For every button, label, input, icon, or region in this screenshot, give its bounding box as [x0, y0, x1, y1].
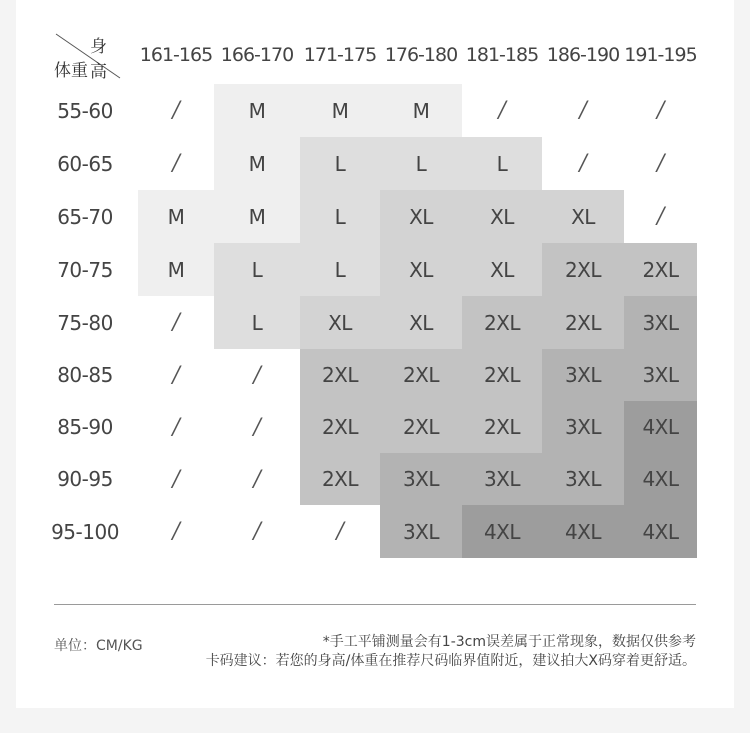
size-cell: L	[380, 137, 462, 190]
size-cell: XL	[542, 190, 624, 243]
size-cell-unavailable: /	[657, 204, 664, 229]
size-cell: L	[214, 243, 300, 296]
size-cell: 3XL	[462, 453, 542, 505]
size-cell: 3XL	[542, 349, 624, 401]
weight-row-header: 65-70	[57, 204, 113, 229]
height-column-header: 191-195	[624, 44, 697, 66]
size-cell: 2XL	[462, 401, 542, 453]
size-cell-unavailable: /	[253, 414, 261, 440]
size-cell: 3XL	[380, 505, 462, 558]
size-cell: 2XL	[462, 349, 542, 401]
height-column-header: 161-165	[139, 44, 213, 66]
size-cell: M	[138, 243, 214, 296]
size-cell: M	[380, 84, 462, 137]
size-cell-unavailable: /	[172, 362, 180, 388]
size-cell-unavailable: /	[172, 414, 180, 440]
size-cell: 4XL	[624, 453, 697, 505]
size-cell: 4XL	[542, 505, 624, 558]
measurement-notes	[206, 633, 696, 671]
size-cell-unavailable: /	[657, 98, 664, 123]
size-cell: 2XL	[380, 401, 462, 453]
size-cell: M	[214, 137, 300, 190]
size-cell: 3XL	[380, 453, 462, 505]
weight-row-header: 60-65	[57, 151, 113, 176]
unit-label: 单位：CM/KG	[54, 638, 143, 654]
size-cell: M	[214, 190, 300, 243]
size-cell-unavailable: /	[172, 151, 180, 176]
size-cell-unavailable: /	[498, 98, 506, 123]
weight-row-header: 85-90	[57, 415, 113, 439]
height-column-header: 166-170	[220, 44, 294, 66]
height-column-header: 176-180	[384, 44, 458, 66]
size-cell: 2XL	[542, 296, 624, 349]
size-cell: 3XL	[542, 453, 624, 505]
size-cell: M	[214, 84, 300, 137]
size-cell: XL	[462, 190, 542, 243]
size-cell: L	[462, 137, 542, 190]
size-cell: L	[300, 243, 380, 296]
weight-row-header: 95-100	[51, 519, 119, 544]
weight-row-header: 55-60	[57, 98, 113, 123]
size-cell-unavailable: /	[253, 466, 261, 492]
size-cell: XL	[300, 296, 380, 349]
size-cell-unavailable: /	[253, 519, 261, 544]
size-cell-unavailable: /	[336, 519, 344, 544]
size-cell: XL	[380, 243, 462, 296]
size-cell: L	[300, 137, 380, 190]
size-cell-unavailable: /	[172, 310, 180, 335]
size-cell: 3XL	[624, 296, 697, 349]
size-cell: 2XL	[542, 243, 624, 296]
note-line-size-advice: 卡码建议：若您的身高/体重在推荐尺码临界值附近，建议拍大X码穿着更舒适。	[205, 653, 696, 669]
size-cell: M	[300, 84, 380, 137]
size-cell: 2XL	[300, 401, 380, 453]
size-cell: L	[300, 190, 380, 243]
height-column-header: 181-185	[465, 44, 539, 66]
size-cell: 4XL	[462, 505, 542, 558]
size-cell: XL	[380, 190, 462, 243]
note-line-tolerance: *手工平铺测量会有1-3cm误差属于正常现象，数据仅供参考	[322, 634, 696, 650]
size-cell: 2XL	[300, 453, 380, 505]
size-cell: 3XL	[624, 349, 697, 401]
size-cell: XL	[462, 243, 542, 296]
size-cell-unavailable: /	[172, 519, 180, 544]
weight-row-header: 90-95	[57, 467, 113, 491]
size-cell: 4XL	[624, 505, 697, 558]
size-cell: L	[214, 296, 300, 349]
size-cell: 2XL	[462, 296, 542, 349]
size-cell-unavailable: /	[579, 98, 587, 123]
weight-row-header: 70-75	[57, 257, 113, 282]
size-cell-unavailable: /	[253, 362, 261, 388]
table-corner-header	[54, 32, 122, 80]
weight-row-header: 80-85	[57, 363, 113, 387]
size-cell-unavailable: /	[657, 151, 664, 176]
height-column-header: 186-190	[546, 44, 620, 66]
size-cell-unavailable: /	[172, 98, 180, 123]
size-cell: 4XL	[624, 401, 697, 453]
size-cell: M	[138, 190, 214, 243]
size-cell-unavailable: /	[579, 151, 587, 176]
size-cell: 2XL	[300, 349, 380, 401]
size-cell: 2XL	[624, 243, 697, 296]
size-cell: 2XL	[380, 349, 462, 401]
weight-axis-label: 体重	[54, 61, 88, 81]
weight-row-header: 75-80	[57, 310, 113, 335]
height-axis-label: 身高	[90, 37, 107, 82]
size-cell: 3XL	[542, 401, 624, 453]
height-column-header: 171-175	[303, 44, 377, 66]
size-cell-unavailable: /	[172, 466, 180, 492]
size-cell: XL	[380, 296, 462, 349]
footer-divider	[54, 604, 696, 605]
